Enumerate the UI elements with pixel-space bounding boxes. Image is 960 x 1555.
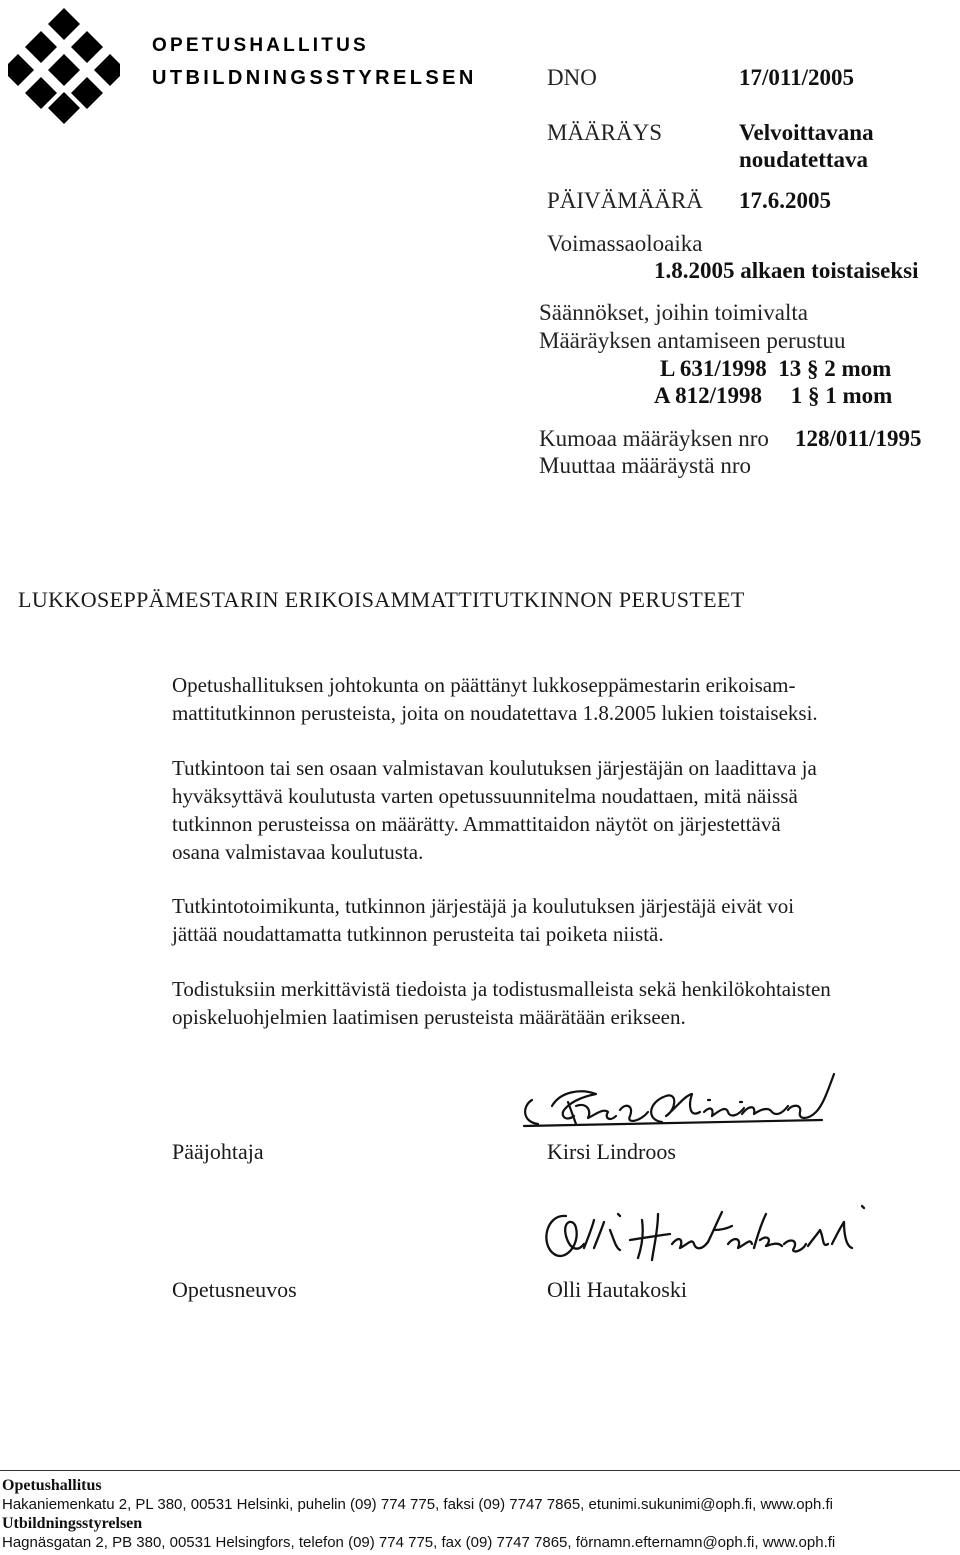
footer-org-finnish: Opetushallitus [2,1477,102,1494]
law-reference-1: L 631/1998 13 § 2 mom [660,356,892,381]
diamond-grid-logo-icon [8,6,120,124]
dno-label: DNO [547,65,597,90]
paragraph-line: Todistuksiin merkittävistä tiedoista ja todistusmalleista sekä henkilökohtaisten [172,977,831,1001]
maarays-value-line2: noudatettava [739,147,869,172]
paragraph-line: Tutkintotoimikunta, tutkinnon järjestäjä ja koulutuksen järjestäjä eivät voi [172,894,795,918]
org-name-finnish: OPETUSHALLITUS [152,35,369,56]
saannokset-line1: Säännökset, joihin toimivalta [539,300,808,325]
paragraph-certificates [172,975,942,1031]
paivamaara-label: PÄIVÄMÄÄRÄ [547,188,703,213]
signature-olli-hautakoski [532,1200,882,1270]
saannokset-line2: Määräyksen antamiseen perustuu [539,328,846,353]
kumoaa-value: 128/011/1995 [795,426,922,451]
footer-address-swedish: Hagnäsgatan 2, PB 380, 00531 Helsingfors, telefon (09) 774 775, fax (09) 7747 7865, förnamn.efternamn@oph.fi, www.oph.fi [2,1534,836,1551]
signature-name-kirsi-lindroos: Kirsi Lindroos [547,1139,676,1164]
signature-name-olli-hautakoski: Olli Hautakoski [547,1277,687,1302]
paragraph-line: tutkinnon perusteissa on määrätty. Ammattitaidon näytöt on järjestettävä [172,812,781,836]
maarays-label: MÄÄRÄYS [547,120,663,145]
paragraph-line: mattitutkinnon perusteista, joita on noudatettava 1.8.2005 lukien toistaiseksi. [172,701,818,725]
org-name-swedish: UTBILDNINGSSTYRELSEN [152,67,477,89]
signature-role-opetusneuvos: Opetusneuvos [172,1277,297,1302]
paragraph-line: hyväksyttävä koulutusta varten opetussuunnitelma noudattaen, mitä näissä [172,784,798,808]
signature-role-paajohtaja: Pääjohtaja [172,1139,264,1164]
paragraph-line: Tutkintoon tai sen osaan valmistavan koulutuksen järjestäjän on laadittava ja [172,756,817,780]
paragraph-decision [172,671,942,727]
voimassaolo-label: Voimassaoloaika [547,231,703,256]
voimassaolo-value: 1.8.2005 alkaen toistaiseksi [654,258,919,283]
paivamaara-value: 17.6.2005 [739,188,831,213]
muuttaa-label: Muuttaa määräystä nro [539,453,752,478]
footer-address-finnish: Hakaniemenkatu 2, PL 380, 00531 Helsinki, puhelin (09) 774 775, faksi (09) 7747 7865, etunimi.sukunimi@oph.fi, www.oph.fi [2,1496,833,1513]
law-reference-2: A 812/1998 1 § 1 mom [654,383,893,408]
maarays-value-line1: Velvoittavana [739,120,874,145]
footer-org-swedish: Utbildningsstyrelsen [2,1515,143,1532]
paragraph-line: opiskeluohjelmien laatimisen perusteista määrätään erikseen. [172,1005,686,1029]
paragraph-committee [172,892,942,948]
footer-divider [0,1470,960,1471]
kumoaa-label: Kumoaa määräyksen nro [539,426,769,451]
paragraph-line: jättää noudattamatta tutkinnon perusteita tai poiketa niistä. [172,922,664,946]
signature-kirsi-lindroos [516,1066,846,1136]
paragraph-line: Opetushallituksen johtokunta on päättänyt lukkoseppämestarin erikoisam- [172,673,796,697]
dno-value: 17/011/2005 [739,65,855,90]
document-title: LUKKOSEPPÄMESTARIN ERIKOISAMMATTITUTKINNON PERUSTEET [18,587,745,612]
paragraph-line: osana valmistavaa koulutusta. [172,840,424,864]
paragraph-curriculum [172,754,942,866]
